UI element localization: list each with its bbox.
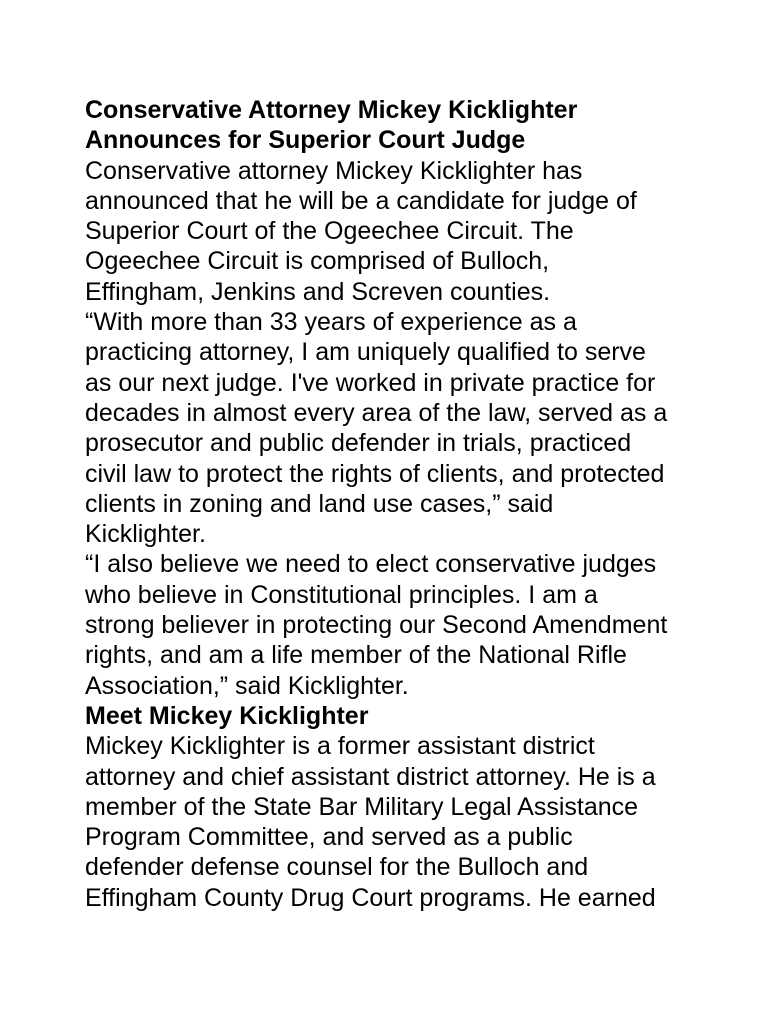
body-line: clients in zoning and land use cases,” said (85, 489, 554, 518)
body-line: as our next judge. I've worked in private practice for (85, 368, 656, 397)
paragraph-biography (85, 731, 701, 913)
body-line: defender defense counsel for the Bulloch and (85, 853, 589, 882)
body-line: prosecutor and public defender in trials, practiced (85, 429, 632, 458)
paragraph-announcement (85, 156, 701, 307)
body-line: decades in almost every area of the law, served as a (85, 398, 668, 427)
article-title-line: Announces for Superior Court Judge (85, 126, 526, 155)
paragraph-conservative-quote (85, 549, 701, 700)
body-line: practicing attorney, I am uniquely qualified to serve (85, 338, 646, 367)
article-title (85, 95, 701, 156)
body-line: Ogeechee Circuit is comprised of Bulloch, (85, 247, 550, 276)
body-line: “With more than 33 years of experience as a (85, 308, 577, 337)
document-page (85, 95, 701, 913)
body-line: Effingham County Drug Court programs. He earned (85, 883, 656, 912)
body-line: Superior Court of the Ogeechee Circuit. The (85, 217, 574, 246)
body-line: attorney and chief assistant district attorney. He is a (85, 762, 656, 791)
body-line: Program Committee, and served as a public (85, 823, 573, 852)
section-subheading-line: Meet Mickey Kicklighter (85, 701, 369, 730)
body-line: Association,” said Kicklighter. (85, 671, 409, 700)
body-line: rights, and am a life member of the National Rifle (85, 641, 627, 670)
body-line: Kicklighter. (85, 520, 206, 549)
body-line: strong believer in protecting our Second Amendment (85, 611, 668, 640)
article-title-line: Conservative Attorney Mickey Kicklighter (85, 96, 578, 124)
body-line: who believe in Constitutional principles. I am a (85, 580, 598, 609)
body-line: Effingham, Jenkins and Screven counties. (85, 277, 551, 306)
body-line: civil law to protect the rights of clients, and protected (85, 459, 665, 488)
paragraph-experience-quote (85, 307, 701, 549)
body-line: announced that he will be a candidate for judge of (85, 186, 637, 215)
body-line: “I also believe we need to elect conservative judges (85, 550, 657, 579)
body-line: Mickey Kicklighter is a former assistant district (85, 732, 595, 761)
body-line: member of the State Bar Military Legal Assistance (85, 792, 639, 821)
section-subheading (85, 701, 701, 731)
body-line: Conservative attorney Mickey Kicklighter has (85, 156, 583, 185)
